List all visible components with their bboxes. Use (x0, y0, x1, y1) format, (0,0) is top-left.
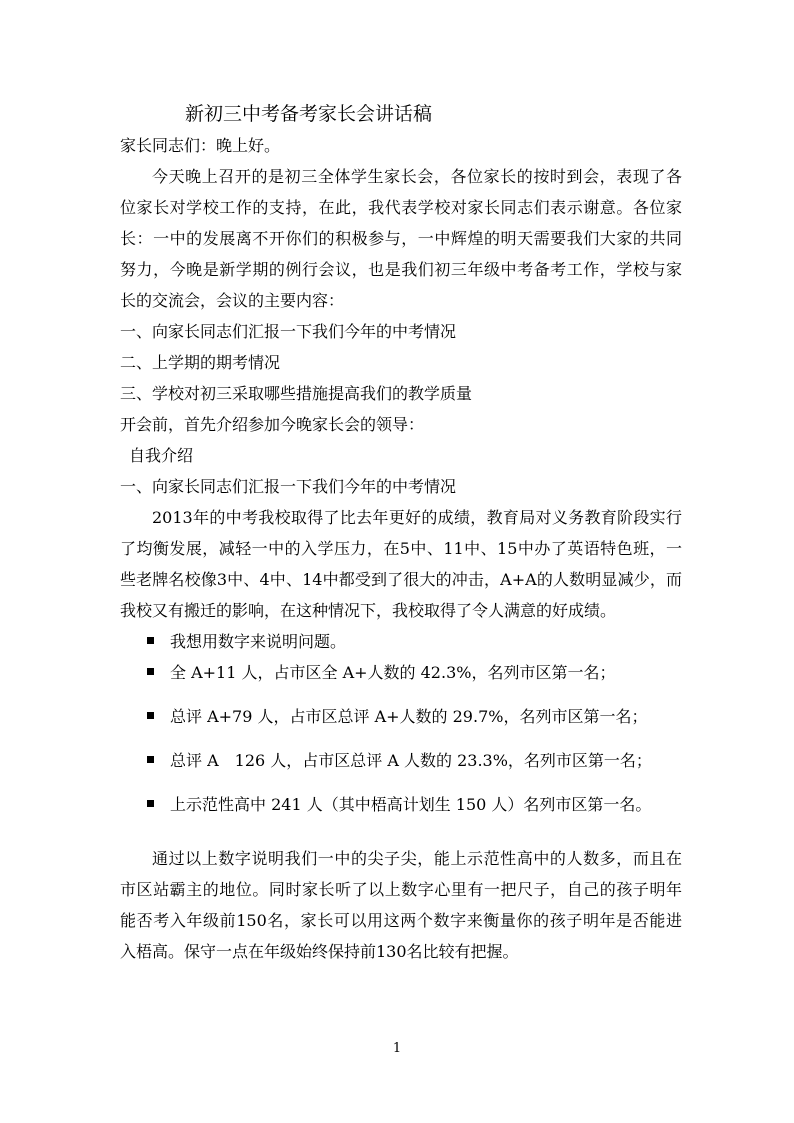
bullet-text: 上示范性高中 241 人（其中梧高计划生 150 人）名列市区第一名。 (170, 795, 652, 814)
intro-line: 长：一中的发展离不开你们的积极参与，一中辉煌的明天需要我们大家的共同 (120, 229, 682, 248)
self-intro-text: 自我介绍 (129, 446, 194, 465)
section1-line: 2013年的中考我校取得了比去年更好的成绩，教育局对义务教育阶段实行 (152, 508, 682, 527)
intro-line: 位家长对学校工作的支持，在此，我代表学校对家长同志们表示谢意。各位家 (120, 198, 682, 217)
conclusion-line: 能否考入年级前150名，家长可以用这两个数字来衡量你的孩子明年是否能进 (120, 911, 682, 930)
bullet-text: 全 A+11 人，占市区全 A+人数的 42.3%，名列市区第一名； (170, 663, 616, 682)
square-bullet-icon (147, 637, 154, 644)
section1-line: 了均衡发展，减轻一中的入学压力，在5中、11中、15中办了英语特色班，一 (120, 539, 682, 558)
bullet-item (120, 657, 682, 688)
bullet-item (120, 789, 682, 820)
agenda-item: 三、学校对初三采取哪些措施提高我们的教学质量 (120, 384, 473, 403)
agenda-item: 一、向家长同志们汇报一下我们今年的中考情况 (120, 322, 457, 341)
conclusion-line: 入梧高。保守一点在年级始终保持前130名比较有把握。 (120, 942, 519, 961)
bullet-text: 我想用数字来说明问题。 (170, 632, 347, 651)
conclusion-line: 通过以上数字说明我们一中的尖子尖，能上示范性高中的人数多，而且在 (152, 849, 682, 868)
bullet-text: 总评 A 126 人，占市区总评 A 人数的 23.3%，名列市区第一名； (170, 751, 652, 770)
bullet-item (120, 701, 682, 732)
bullet-text: 总评 A+79 人，占市区总评 A+人数的 29.7%，名列市区第一名； (170, 707, 648, 726)
intro-line: 长的交流会，会议的主要内容： (120, 291, 345, 310)
greeting: 家长同志们：晚上好。 (120, 136, 281, 155)
document-body (120, 130, 682, 967)
document-title: 新初三中考备考家长会讲话稿 (185, 103, 433, 125)
square-bullet-icon (147, 756, 154, 763)
bullet-item (120, 745, 682, 776)
section1-heading: 一、向家长同志们汇报一下我们今年的中考情况 (120, 477, 457, 496)
agenda-item: 二、上学期的期考情况 (120, 353, 281, 372)
intro-line: 今天晚上召开的是初三全体学生家长会，各位家长的按时到会，表现了各 (152, 167, 682, 186)
intro-line: 努力，今晚是新学期的例行会议，也是我们初三年级中考备考工作，学校与家 (120, 260, 682, 279)
square-bullet-icon (147, 712, 154, 719)
page-number: 1 (392, 1041, 402, 1056)
before-meeting-text: 开会前，首先介绍参加今晚家长会的领导： (120, 415, 425, 434)
square-bullet-icon (147, 668, 154, 675)
square-bullet-icon (147, 800, 154, 807)
section1-line: 些老牌名校像3中、4中、14中都受到了很大的冲击，A+A的人数明显减少，而 (120, 570, 682, 589)
conclusion-line: 市区站霸主的地位。同时家长听了以上数字心里有一把尺子，自己的孩子明年 (120, 880, 682, 899)
section1-line: 我校又有搬迁的影响，在这种情况下，我校取得了令人满意的好成绩。 (120, 601, 617, 620)
bullet-item (120, 626, 682, 657)
